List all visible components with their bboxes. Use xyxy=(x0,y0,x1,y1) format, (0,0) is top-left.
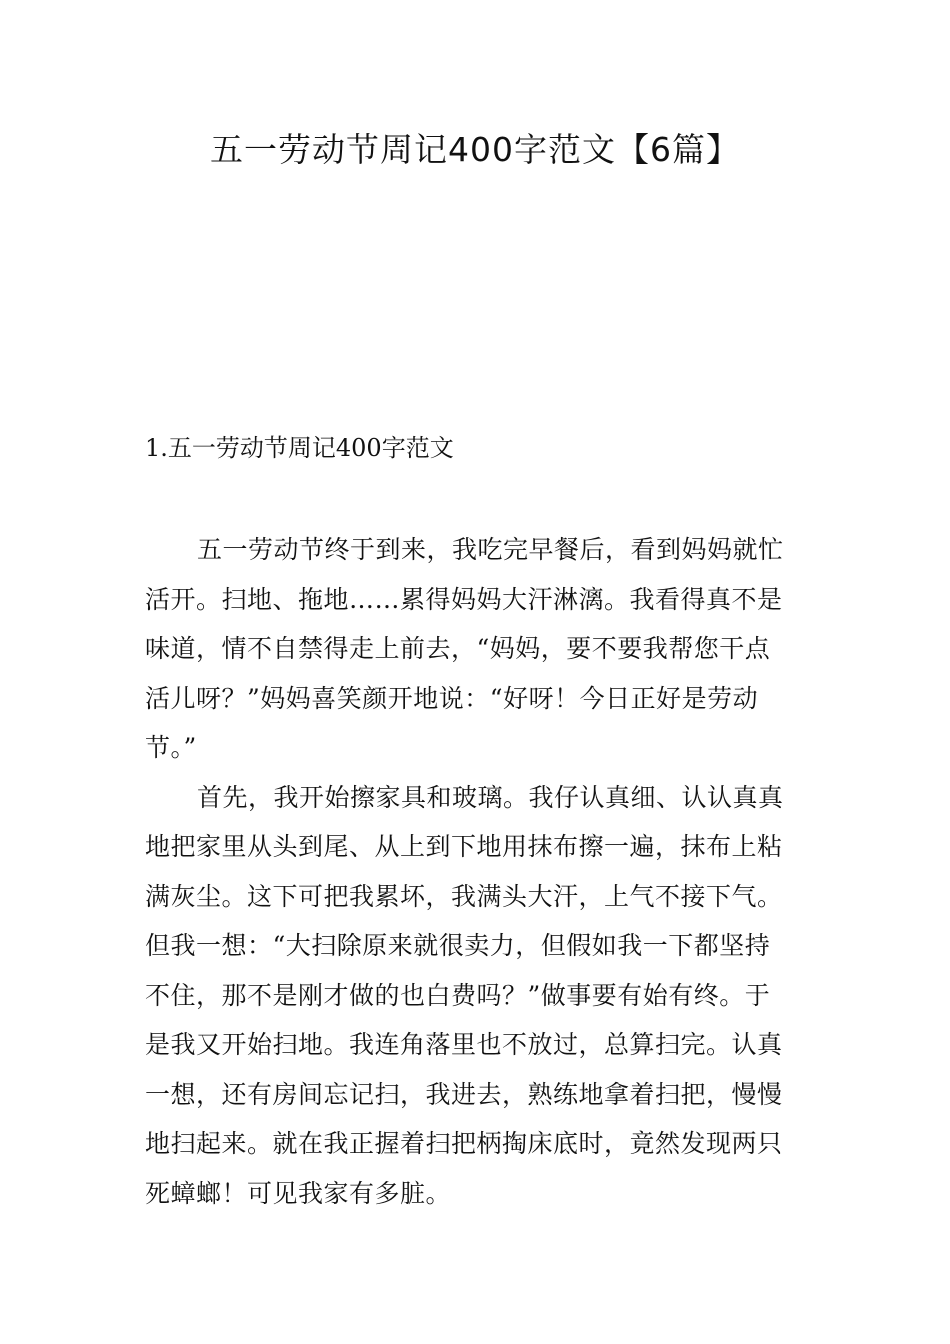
text-line: 首先，我开始擦家具和玻璃。我仔认真细、认认真真 xyxy=(197,782,784,812)
text-line: 活开。扫地、拖地……累得妈妈大汗淋漓。我看得真不是 xyxy=(145,584,783,614)
text-line: 五一劳动节终于到来，我吃完早餐后，看到妈妈就忙 xyxy=(197,535,784,564)
text-line: 节。” xyxy=(145,733,197,762)
text-line: 是我又开始扫地。我连角落里也不放过，总算扫完。认真 xyxy=(145,1030,783,1059)
document-title: 五一劳动节周记400字范文【6篇】 xyxy=(210,130,740,169)
text-line: 味道，情不自禁得走上前去，“妈妈，要不要我帮您干点 xyxy=(145,634,771,663)
body-text xyxy=(145,525,810,1218)
text-line: 活儿呀？”妈妈喜笑颜开地说：“好呀！今日正好是劳动 xyxy=(145,683,759,713)
section-heading: 1.五一劳动节周记400字范文 xyxy=(145,434,454,462)
paragraph-1 xyxy=(145,525,810,773)
text-line: 一想，还有房间忘记扫，我进去，熟练地拿着扫把，慢慢 xyxy=(145,1079,783,1109)
text-line: 地把家里从头到尾、从上到下地用抹布擦一遍，抹布上粘 xyxy=(145,832,783,861)
text-line: 死蟑螂！可见我家有多脏。 xyxy=(145,1178,452,1208)
text-line: 满灰尘。这下可把我累坏，我满头大汗，上气不接下气。 xyxy=(145,881,783,911)
paragraph-2 xyxy=(145,773,810,1219)
text-line: 地扫起来。就在我正握着扫把柄掏床底时，竟然发现两只 xyxy=(145,1129,783,1158)
text-line: 但我一想：“大扫除原来就很卖力，但假如我一下都坚持 xyxy=(145,931,771,960)
text-line: 不住，那不是刚才做的也白费吗？”做事要有始有终。于 xyxy=(145,980,771,1010)
